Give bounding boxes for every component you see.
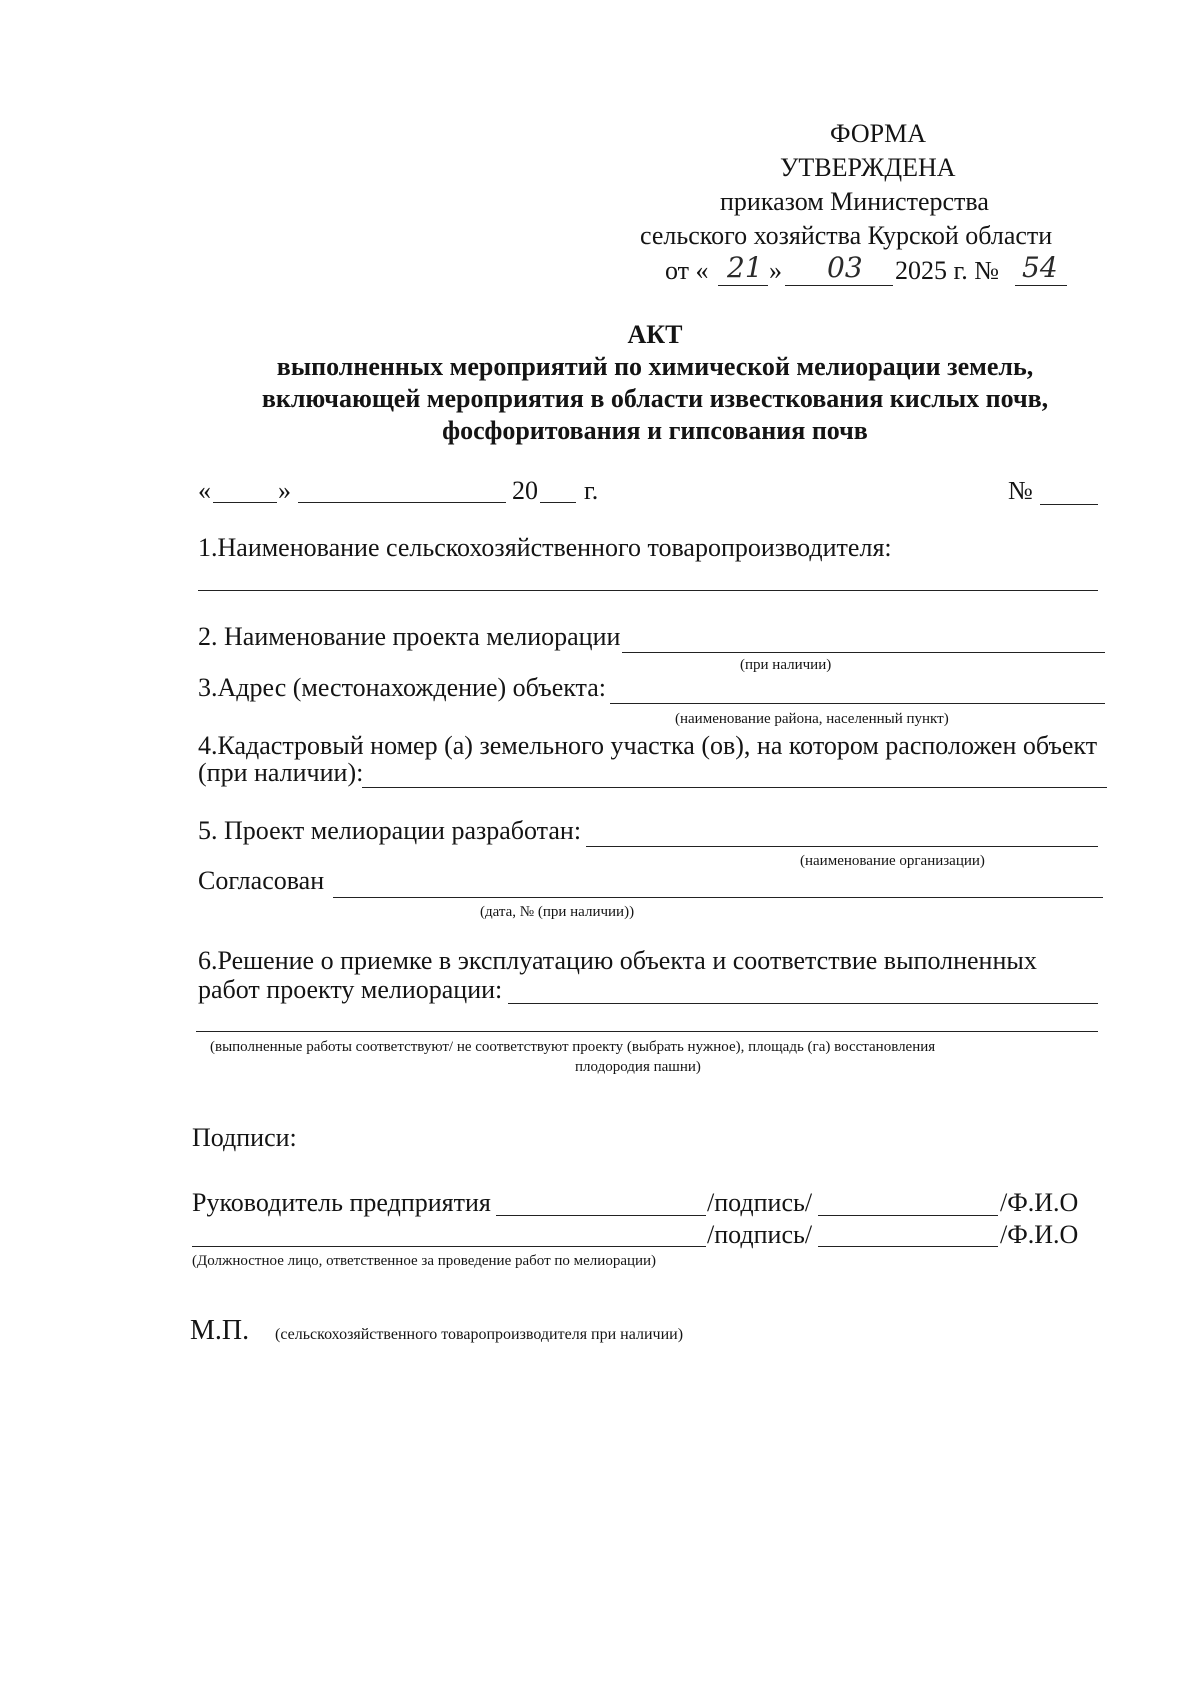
approval-number-line: [1015, 285, 1067, 286]
head-label: Руководитель предприятия: [192, 1188, 491, 1217]
approval-utverzhdena: УТВЕРЖДЕНА: [780, 153, 956, 182]
approval-number: 54: [1022, 251, 1058, 284]
field2-hint: (при наличии): [740, 657, 832, 673]
field3-hint: (наименование района, населенный пункт): [675, 711, 949, 727]
field4-label-line1: 4.Кадастровый номер (а) земельного участка (ов), на котором расположен объект: [198, 731, 1098, 760]
field1-label: 1.Наименование сельскохозяйственного товаропроизводителя:: [198, 533, 892, 562]
field5-label: 5. Проект мелиорации разработан:: [198, 816, 582, 845]
field6-line[interactable]: [508, 1003, 1098, 1004]
approval-ministry: сельского хозяйства Курской области: [640, 221, 1053, 250]
field6-label-line1: 6.Решение о приемке в эксплуатацию объекта и соответствие выполненных: [198, 946, 1037, 975]
official-name-line[interactable]: [192, 1246, 706, 1247]
field4-line[interactable]: [362, 787, 1107, 788]
date-close-quote: »: [278, 476, 291, 505]
stamp-mp: М.П.: [190, 1315, 250, 1346]
signatures-heading: Подписи:: [192, 1123, 297, 1152]
approval-forma: ФОРМА: [830, 119, 926, 148]
agreed-label: Согласован: [198, 866, 325, 895]
field1-line[interactable]: [198, 590, 1098, 591]
head-fio-label: /Ф.И.О: [1000, 1188, 1079, 1217]
head-name-line[interactable]: [496, 1215, 706, 1216]
approval-month: 03: [827, 251, 863, 284]
act-subtitle-line1: выполненных мероприятий по химической мелиорации земель,: [276, 352, 1034, 381]
act-title: АКТ: [627, 320, 683, 349]
approval-year-text: 2025 г. №: [895, 256, 1000, 285]
approval-order-line: приказом Министерства: [720, 187, 989, 216]
agreed-hint: (дата, № (при наличии)): [480, 904, 635, 920]
official-sign-line[interactable]: [818, 1246, 998, 1247]
date-year-line[interactable]: [540, 502, 576, 503]
date-year-prefix: 20: [512, 476, 538, 505]
approval-date-prefix: от «: [665, 256, 709, 285]
official-hint: (Должностное лицо, ответственное за проведение работ по мелиорации): [192, 1253, 657, 1269]
field6-hint-line2: плодородия пашни): [575, 1059, 701, 1075]
approval-day-line: [718, 285, 768, 286]
field6-line2[interactable]: [196, 1031, 1098, 1032]
act-number-label: №: [1008, 476, 1033, 505]
field4-label-line2: (при наличии):: [198, 758, 364, 787]
date-day-line[interactable]: [213, 502, 277, 503]
date-open-quote: «: [198, 476, 211, 505]
act-subtitle-line2: включающей мероприятия в области известкования кислых почв,: [261, 384, 1049, 413]
field5-line[interactable]: [586, 846, 1098, 847]
field2-label: 2. Наименование проекта мелиорации: [198, 622, 621, 651]
field3-label: 3.Адрес (местонахождение) объекта:: [198, 673, 606, 702]
agreed-line[interactable]: [333, 897, 1103, 898]
date-month-line[interactable]: [298, 502, 506, 503]
official-sign-label: /подпись/: [707, 1220, 813, 1249]
approval-day: 21: [727, 251, 763, 284]
field5-hint: (наименование организации): [800, 853, 985, 869]
field2-line[interactable]: [622, 652, 1105, 653]
head-sign-label: /подпись/: [707, 1188, 813, 1217]
approval-date-mid: »: [769, 256, 782, 285]
field6-label-line2: работ проекту мелиорации:: [198, 975, 503, 1004]
approval-month-line: [785, 285, 893, 286]
act-subtitle-line3: фосфоритования и гипсования почв: [442, 416, 868, 445]
field6-hint-line1: (выполненные работы соответствуют/ не соответствуют проекту (выбрать нужное), площадь (га) восстановления: [210, 1039, 936, 1055]
stamp-hint: (сельскохозяйственного товаропроизводителя при наличии): [275, 1326, 684, 1343]
official-fio-label: /Ф.И.О: [1000, 1220, 1079, 1249]
date-year-suffix: г.: [584, 476, 599, 505]
field3-line[interactable]: [610, 703, 1105, 704]
head-sign-line[interactable]: [818, 1215, 998, 1216]
act-number-line[interactable]: [1040, 504, 1098, 505]
